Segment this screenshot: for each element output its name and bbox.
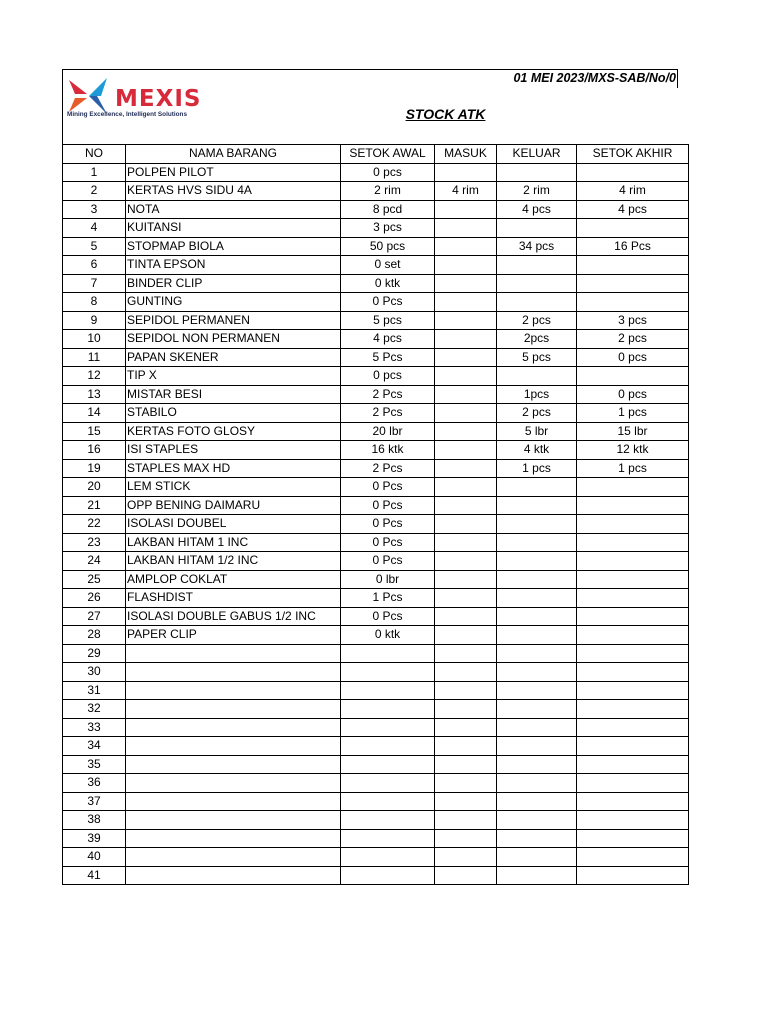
cell-keluar: 1pcs — [497, 385, 577, 404]
cell-keluar: 5 lbr — [497, 422, 577, 441]
cell-no: 28 — [63, 626, 126, 645]
cell-no: 31 — [63, 681, 126, 700]
cell-keluar — [497, 792, 577, 811]
cell-keluar — [497, 755, 577, 774]
cell-keluar — [497, 552, 577, 571]
cell-no: 40 — [63, 848, 126, 867]
cell-nama-barang: SEPIDOL NON PERMANEN — [126, 330, 341, 349]
cell-masuk — [435, 607, 497, 626]
cell-setok-awal — [341, 811, 435, 830]
cell-setok-awal: 0 Pcs — [341, 478, 435, 497]
cell-setok-akhir: 15 lbr — [577, 422, 689, 441]
page-title: STOCK ATK — [405, 106, 486, 122]
cell-setok-awal — [341, 718, 435, 737]
cell-setok-akhir: 1 pcs — [577, 404, 689, 423]
cell-nama-barang — [126, 774, 341, 793]
cell-nama-barang: NOTA — [126, 200, 341, 219]
cell-keluar: 4 pcs — [497, 200, 577, 219]
cell-masuk — [435, 700, 497, 719]
column-header-no: NO — [63, 145, 126, 164]
cell-nama-barang: POLPEN PILOT — [126, 163, 341, 182]
stock-table — [62, 144, 689, 885]
cell-keluar — [497, 515, 577, 534]
cell-setok-akhir — [577, 478, 689, 497]
cell-setok-awal — [341, 774, 435, 793]
cell-no: 29 — [63, 644, 126, 663]
cell-nama-barang: KERTAS HVS SIDU 4A — [126, 182, 341, 201]
cell-no: 8 — [63, 293, 126, 312]
cell-masuk — [435, 811, 497, 830]
cell-keluar — [497, 533, 577, 552]
cell-nama-barang: LAKBAN HITAM 1 INC — [126, 533, 341, 552]
cell-setok-akhir — [577, 774, 689, 793]
cell-setok-akhir: 12 ktk — [577, 441, 689, 460]
cell-keluar — [497, 367, 577, 386]
cell-setok-awal — [341, 829, 435, 848]
table-row — [63, 663, 689, 682]
cell-keluar: 1 pcs — [497, 459, 577, 478]
cell-keluar — [497, 626, 577, 645]
cell-setok-awal — [341, 700, 435, 719]
cell-masuk — [435, 293, 497, 312]
cell-no: 2 — [63, 182, 126, 201]
cell-keluar — [497, 663, 577, 682]
cell-no: 38 — [63, 811, 126, 830]
table-row — [63, 644, 689, 663]
cell-no: 9 — [63, 311, 126, 330]
cell-setok-akhir — [577, 589, 689, 608]
cell-nama-barang — [126, 663, 341, 682]
column-header-nama-barang: NAMA BARANG — [126, 145, 341, 164]
cell-keluar — [497, 274, 577, 293]
cell-keluar — [497, 570, 577, 589]
table-row — [63, 237, 689, 256]
cell-setok-akhir — [577, 811, 689, 830]
table-row — [63, 404, 689, 423]
cell-masuk — [435, 644, 497, 663]
cell-setok-akhir: 4 pcs — [577, 200, 689, 219]
cell-setok-akhir: 3 pcs — [577, 311, 689, 330]
cell-setok-akhir: 2 pcs — [577, 330, 689, 349]
cell-setok-awal: 2 Pcs — [341, 459, 435, 478]
cell-masuk — [435, 237, 497, 256]
cell-setok-akhir: 0 pcs — [577, 348, 689, 367]
cell-no: 26 — [63, 589, 126, 608]
cell-nama-barang: LAKBAN HITAM 1/2 INC — [126, 552, 341, 571]
cell-keluar: 34 pcs — [497, 237, 577, 256]
cell-setok-akhir — [577, 293, 689, 312]
cell-no: 12 — [63, 367, 126, 386]
cell-keluar: 2pcs — [497, 330, 577, 349]
table-row — [63, 478, 689, 497]
cell-setok-awal: 0 Pcs — [341, 607, 435, 626]
cell-no: 5 — [63, 237, 126, 256]
cell-masuk — [435, 774, 497, 793]
cell-setok-akhir — [577, 829, 689, 848]
cell-no: 35 — [63, 755, 126, 774]
cell-no: 21 — [63, 496, 126, 515]
cell-keluar — [497, 256, 577, 275]
table-row — [63, 311, 689, 330]
table-body — [63, 163, 689, 885]
cell-keluar — [497, 811, 577, 830]
cell-keluar — [497, 737, 577, 756]
cell-setok-akhir — [577, 552, 689, 571]
cell-setok-awal — [341, 792, 435, 811]
cell-masuk — [435, 626, 497, 645]
cell-setok-akhir — [577, 755, 689, 774]
cell-nama-barang — [126, 848, 341, 867]
cell-masuk — [435, 755, 497, 774]
cell-nama-barang: ISOLASI DOUBLE GABUS 1/2 INC — [126, 607, 341, 626]
cell-setok-akhir: 4 rim — [577, 182, 689, 201]
table-row — [63, 533, 689, 552]
cell-masuk — [435, 866, 497, 885]
cell-keluar: 2 pcs — [497, 404, 577, 423]
cell-setok-awal: 0 Pcs — [341, 533, 435, 552]
sheet-header — [62, 69, 678, 144]
cell-keluar: 4 ktk — [497, 441, 577, 460]
table-row — [63, 367, 689, 386]
table-row — [63, 441, 689, 460]
cell-nama-barang: SEPIDOL PERMANEN — [126, 311, 341, 330]
cell-nama-barang: PAPAN SKENER — [126, 348, 341, 367]
cell-keluar — [497, 829, 577, 848]
cell-setok-awal: 0 ktk — [341, 626, 435, 645]
cell-no: 23 — [63, 533, 126, 552]
table-row — [63, 459, 689, 478]
cell-nama-barang — [126, 718, 341, 737]
cell-setok-awal: 16 ktk — [341, 441, 435, 460]
cell-masuk — [435, 589, 497, 608]
table-row — [63, 811, 689, 830]
cell-nama-barang: STOPMAP BIOLA — [126, 237, 341, 256]
cell-masuk — [435, 330, 497, 349]
cell-keluar — [497, 681, 577, 700]
table-row — [63, 515, 689, 534]
table-row — [63, 866, 689, 885]
cell-masuk — [435, 737, 497, 756]
cell-no: 15 — [63, 422, 126, 441]
table-row — [63, 552, 689, 571]
cell-setok-awal — [341, 663, 435, 682]
cell-setok-akhir — [577, 700, 689, 719]
cell-setok-akhir — [577, 644, 689, 663]
cell-setok-akhir — [577, 533, 689, 552]
cell-masuk — [435, 163, 497, 182]
cell-masuk — [435, 829, 497, 848]
cell-keluar — [497, 644, 577, 663]
cell-masuk — [435, 256, 497, 275]
cell-setok-awal — [341, 737, 435, 756]
cell-nama-barang — [126, 644, 341, 663]
cell-no: 22 — [63, 515, 126, 534]
cell-no: 33 — [63, 718, 126, 737]
cell-no: 3 — [63, 200, 126, 219]
cell-no: 20 — [63, 478, 126, 497]
stock-sheet — [62, 69, 678, 885]
cell-setok-awal: 0 Pcs — [341, 293, 435, 312]
cell-keluar — [497, 866, 577, 885]
cell-setok-awal: 0 pcs — [341, 367, 435, 386]
table-row — [63, 570, 689, 589]
cell-keluar — [497, 478, 577, 497]
cell-setok-awal: 3 pcs — [341, 219, 435, 238]
cell-masuk — [435, 792, 497, 811]
cell-no: 24 — [63, 552, 126, 571]
cell-masuk — [435, 515, 497, 534]
cell-nama-barang — [126, 866, 341, 885]
cell-no: 27 — [63, 607, 126, 626]
cell-no: 34 — [63, 737, 126, 756]
cell-setok-akhir — [577, 626, 689, 645]
table-row — [63, 718, 689, 737]
cell-keluar: 2 rim — [497, 182, 577, 201]
cell-keluar — [497, 607, 577, 626]
cell-setok-akhir — [577, 663, 689, 682]
cell-setok-awal: 0 Pcs — [341, 496, 435, 515]
cell-setok-awal: 0 lbr — [341, 570, 435, 589]
cell-setok-awal: 0 ktk — [341, 274, 435, 293]
cell-setok-akhir — [577, 163, 689, 182]
cell-nama-barang: BINDER CLIP — [126, 274, 341, 293]
cell-setok-awal: 4 pcs — [341, 330, 435, 349]
cell-setok-akhir — [577, 496, 689, 515]
cell-setok-akhir — [577, 866, 689, 885]
table-row — [63, 848, 689, 867]
cell-nama-barang — [126, 700, 341, 719]
table-row — [63, 774, 689, 793]
table-row — [63, 496, 689, 515]
logo-tagline: Mining Excellence, Intelligent Solutions — [67, 111, 188, 118]
cell-masuk — [435, 459, 497, 478]
table-row — [63, 589, 689, 608]
cell-nama-barang — [126, 737, 341, 756]
cell-setok-awal — [341, 848, 435, 867]
cell-setok-akhir — [577, 570, 689, 589]
cell-masuk — [435, 478, 497, 497]
cell-nama-barang: FLASHDIST — [126, 589, 341, 608]
cell-masuk — [435, 681, 497, 700]
cell-masuk — [435, 552, 497, 571]
column-header-masuk: MASUK — [435, 145, 497, 164]
cell-nama-barang: KERTAS FOTO GLOSY — [126, 422, 341, 441]
cell-no: 19 — [63, 459, 126, 478]
cell-setok-akhir: 1 pcs — [577, 459, 689, 478]
cell-nama-barang: ISOLASI DOUBEL — [126, 515, 341, 534]
document-number: 01 MEI 2023/MXS-SAB/No/0 — [513, 71, 676, 85]
table-row — [63, 700, 689, 719]
cell-no: 39 — [63, 829, 126, 848]
cell-nama-barang — [126, 829, 341, 848]
cell-no: 41 — [63, 866, 126, 885]
table-row — [63, 792, 689, 811]
table-row — [63, 200, 689, 219]
cell-masuk — [435, 570, 497, 589]
table-row — [63, 829, 689, 848]
cell-setok-awal: 8 pcd — [341, 200, 435, 219]
cell-masuk — [435, 200, 497, 219]
logo-wordmark: MEXIS — [115, 86, 202, 112]
table-row — [63, 274, 689, 293]
cell-setok-akhir — [577, 737, 689, 756]
cell-no: 30 — [63, 663, 126, 682]
cell-setok-awal: 0 Pcs — [341, 552, 435, 571]
cell-keluar — [497, 718, 577, 737]
cell-nama-barang: OPP BENING DAIMARU — [126, 496, 341, 515]
cell-nama-barang — [126, 681, 341, 700]
table-row — [63, 755, 689, 774]
cell-no: 37 — [63, 792, 126, 811]
cell-nama-barang: ISI STAPLES — [126, 441, 341, 460]
cell-no: 32 — [63, 700, 126, 719]
table-row — [63, 219, 689, 238]
cell-setok-awal: 0 set — [341, 256, 435, 275]
cell-setok-awal: 1 Pcs — [341, 589, 435, 608]
table-row — [63, 293, 689, 312]
cell-no: 1 — [63, 163, 126, 182]
cell-masuk — [435, 848, 497, 867]
table-row — [63, 422, 689, 441]
cell-masuk — [435, 496, 497, 515]
cell-nama-barang: LEM STICK — [126, 478, 341, 497]
cell-setok-awal: 0 pcs — [341, 163, 435, 182]
cell-nama-barang: STAPLES MAX HD — [126, 459, 341, 478]
cell-keluar — [497, 293, 577, 312]
cell-keluar — [497, 163, 577, 182]
cell-nama-barang: KUITANSI — [126, 219, 341, 238]
cell-setok-awal — [341, 755, 435, 774]
cell-keluar — [497, 219, 577, 238]
cell-no: 6 — [63, 256, 126, 275]
cell-keluar — [497, 589, 577, 608]
cell-keluar — [497, 848, 577, 867]
cell-nama-barang: TINTA EPSON — [126, 256, 341, 275]
cell-setok-akhir: 0 pcs — [577, 385, 689, 404]
cell-masuk — [435, 274, 497, 293]
table-row — [63, 607, 689, 626]
cell-setok-awal — [341, 681, 435, 700]
cell-masuk — [435, 367, 497, 386]
cell-setok-awal: 20 lbr — [341, 422, 435, 441]
cell-setok-akhir — [577, 515, 689, 534]
cell-setok-awal: 5 pcs — [341, 311, 435, 330]
cell-masuk — [435, 348, 497, 367]
cell-nama-barang: PAPER CLIP — [126, 626, 341, 645]
cell-setok-akhir — [577, 607, 689, 626]
cell-nama-barang: MISTAR BESI — [126, 385, 341, 404]
cell-masuk — [435, 533, 497, 552]
cell-nama-barang — [126, 811, 341, 830]
cell-setok-awal: 5 Pcs — [341, 348, 435, 367]
cell-setok-awal: 2 rim — [341, 182, 435, 201]
cell-nama-barang — [126, 755, 341, 774]
cell-masuk — [435, 219, 497, 238]
cell-keluar — [497, 774, 577, 793]
cell-no: 25 — [63, 570, 126, 589]
cell-setok-akhir — [577, 848, 689, 867]
table-row — [63, 385, 689, 404]
table-row — [63, 626, 689, 645]
cell-nama-barang: AMPLOP COKLAT — [126, 570, 341, 589]
column-header-keluar: KELUAR — [497, 145, 577, 164]
table-row — [63, 256, 689, 275]
table-row — [63, 330, 689, 349]
cell-setok-akhir — [577, 681, 689, 700]
cell-no: 16 — [63, 441, 126, 460]
cell-setok-awal: 0 Pcs — [341, 515, 435, 534]
cell-no: 4 — [63, 219, 126, 238]
table-row — [63, 348, 689, 367]
table-row — [63, 182, 689, 201]
cell-setok-awal: 50 pcs — [341, 237, 435, 256]
cell-setok-akhir — [577, 718, 689, 737]
cell-masuk: 4 rim — [435, 182, 497, 201]
cell-nama-barang: GUNTING — [126, 293, 341, 312]
column-header-setok-awal: SETOK AWAL — [341, 145, 435, 164]
cell-nama-barang: STABILO — [126, 404, 341, 423]
cell-masuk — [435, 422, 497, 441]
table-header-row — [63, 145, 689, 164]
cell-masuk — [435, 441, 497, 460]
cell-no: 36 — [63, 774, 126, 793]
cell-masuk — [435, 404, 497, 423]
cell-nama-barang — [126, 792, 341, 811]
table-row — [63, 681, 689, 700]
cell-setok-akhir — [577, 792, 689, 811]
cell-nama-barang: TIP X — [126, 367, 341, 386]
header-right-border — [677, 70, 678, 88]
cell-setok-akhir — [577, 274, 689, 293]
column-header-setok-akhir: SETOK AKHIR — [577, 145, 689, 164]
cell-masuk — [435, 718, 497, 737]
cell-masuk — [435, 385, 497, 404]
cell-keluar: 5 pcs — [497, 348, 577, 367]
cell-setok-awal: 2 Pcs — [341, 385, 435, 404]
cell-no: 13 — [63, 385, 126, 404]
cell-setok-akhir — [577, 256, 689, 275]
cell-keluar: 2 pcs — [497, 311, 577, 330]
cell-no: 11 — [63, 348, 126, 367]
table-row — [63, 163, 689, 182]
cell-setok-awal — [341, 644, 435, 663]
cell-setok-akhir — [577, 219, 689, 238]
cell-keluar — [497, 700, 577, 719]
cell-masuk — [435, 663, 497, 682]
cell-no: 10 — [63, 330, 126, 349]
cell-no: 7 — [63, 274, 126, 293]
cell-setok-akhir: 16 Pcs — [577, 237, 689, 256]
cell-no: 14 — [63, 404, 126, 423]
cell-setok-akhir — [577, 367, 689, 386]
cell-setok-awal: 2 Pcs — [341, 404, 435, 423]
cell-keluar — [497, 496, 577, 515]
table-row — [63, 737, 689, 756]
cell-setok-awal — [341, 866, 435, 885]
cell-masuk — [435, 311, 497, 330]
